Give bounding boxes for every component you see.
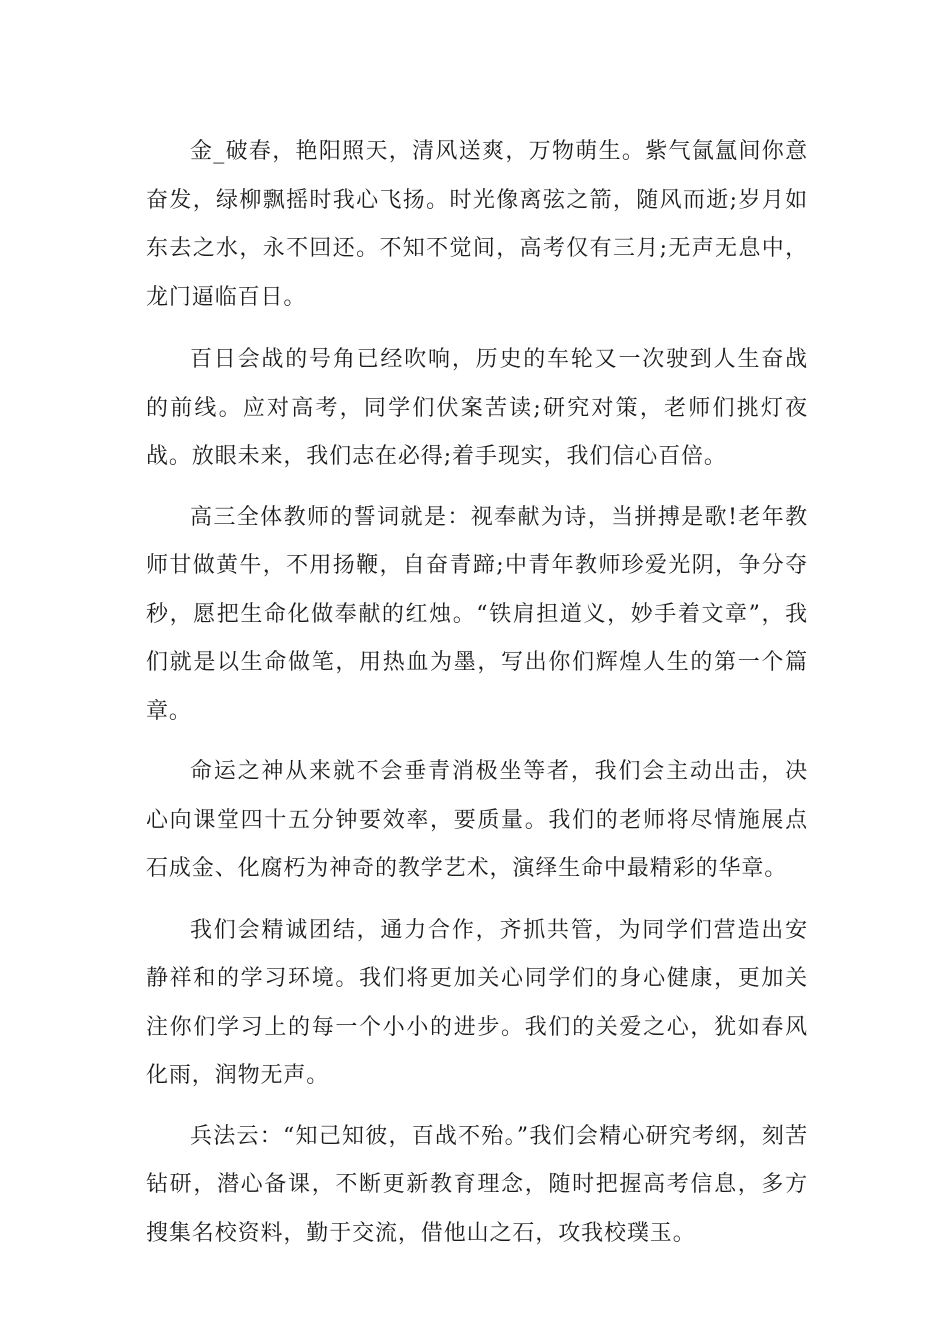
- document-body: [146, 128, 808, 1258]
- paragraph-5: 我们会精诚团结，通力合作，齐抓共管，为同学们营造出安静祥和的学习环境。我们将更加关心同学们的身心健康，更加关注你们学习上的每一个小小的进步。我们的关爱之心，犹如春风化雨，润物无声。: [146, 917, 808, 1088]
- paragraph-4: 命运之神从来就不会垂青消极坐等者，我们会主动出击，决心向课堂四十五分钟要效率，要质量。我们的老师将尽情施展点石成金、化腐朽为神奇的教学艺术，演绎生命中最精彩的华章。: [146, 759, 808, 881]
- paragraph-2: 百日会战的号角已经吹响，历史的车轮又一次驶到人生奋战的前线。应对高考，同学们伏案苦读;研究对策，老师们挑灯夜战。放眼未来，我们志在必得;着手现实，我们信心百倍。: [146, 347, 808, 469]
- paragraph-3: 高三全体教师的誓词就是：视奉献为诗，当拼搏是歌!老年教师甘做黄牛，不用扬鞭，自奋青蹄;中青年教师珍爱光阴，争分夺秒，愿把生命化做奉献的红烛。“铁肩担道义，妙手着文章”，我们就是以生命做笔，用热血为墨，写出你们辉煌人生的第一个篇章。: [146, 504, 808, 724]
- paragraph-1: 金_破春，艳阳照天，清风送爽，万物萌生。紫气氤氲间你意奋发，绿柳飘摇时我心飞扬。时光像离弦之箭，随风而逝;岁月如东去之水，永不回还。不知不觉间，高考仅有三月;无声无息中，龙门逼临百日。: [146, 139, 808, 310]
- paragraph-6: 兵法云：“知己知彼，百战不殆。”我们会精心研究考纲，刻苦钻研，潜心备课，不断更新教育理念，随时把握高考信息，多方搜集名校资料，勤于交流，借他山之石，攻我校璞玉。: [146, 1123, 808, 1246]
